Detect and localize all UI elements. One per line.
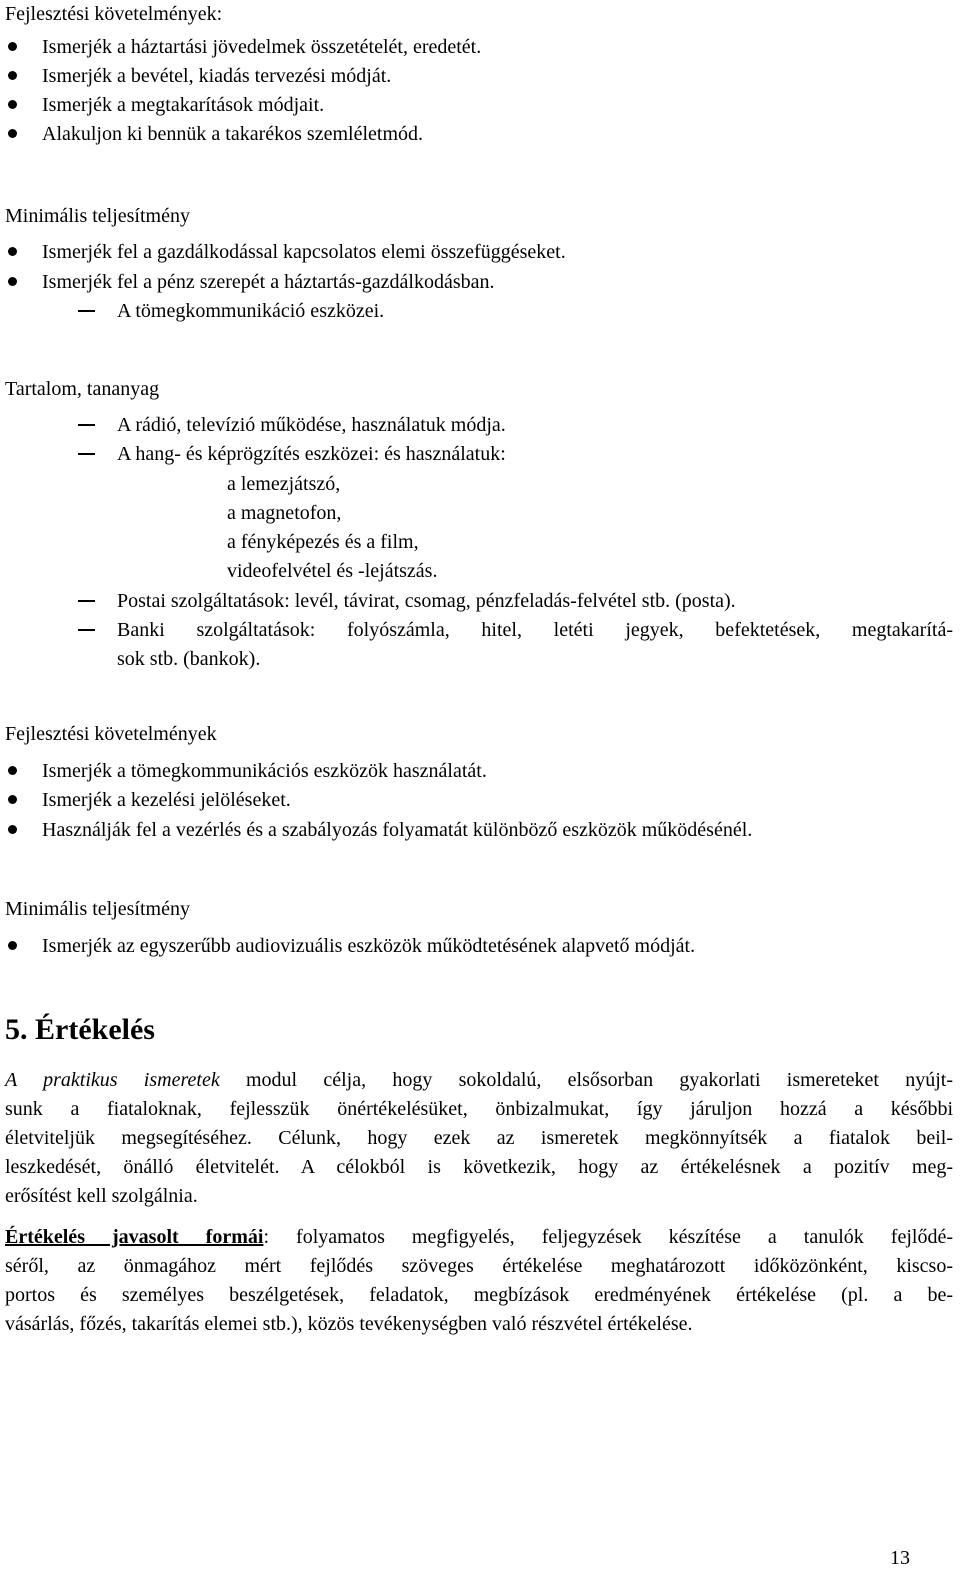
section-heading: Fejlesztési követelmények xyxy=(5,723,217,745)
section-heading: Tartalom, tananyag xyxy=(5,378,160,400)
paragraph-line: sunk a fiataloknak, fejlesszük önértékelésüket, önbizalmukat, így járuljon hozzá a későbbi xyxy=(5,1098,953,1120)
dash-icon xyxy=(78,453,95,455)
paragraph-line: séről, az önmagához mért fejlődés szöveges értékelése meghatározott időközönként, kiscso- xyxy=(5,1255,953,1277)
bullet-icon xyxy=(8,277,17,286)
paragraph-forms xyxy=(5,1223,953,1339)
paragraph-line: A praktikus ismeretek modul célja, hogy sokoldalú, elsősorban gyakorlati ismereteket nyújt- xyxy=(5,1069,953,1091)
bullet-icon xyxy=(8,766,17,775)
bullet-icon xyxy=(8,129,17,138)
dash-list-item: Postai szolgáltatások: levél, távirat, csomag, pénzfeladás-felvétel stb. (posta). xyxy=(0,589,960,613)
dash-icon xyxy=(78,424,95,426)
paragraph-line: erősítést kell szolgálnia. xyxy=(5,1185,198,1207)
paragraph-line: vásárlás, főzés, takarítás elemei stb.), közös tevékenységben való részvétel értékelése. xyxy=(5,1313,693,1335)
paragraph-line: leszkedését, önálló életvitelét. A célokból is következik, hogy az értékelésnek a pozitív meg- xyxy=(5,1156,953,1178)
bullet-icon xyxy=(8,941,17,950)
dash-list-item-continuation: sok stb. (bankok). xyxy=(117,648,261,670)
sub-list-item: a fényképezés és a film, xyxy=(227,531,419,553)
sub-list-item: videofelvétel és -lejátszás. xyxy=(227,560,438,582)
bold-lead: Értékelés javasolt formái xyxy=(5,1226,264,1248)
dash-icon xyxy=(78,600,95,602)
section-heading: Minimális teljesítmény xyxy=(5,898,190,920)
italic-lead: A praktikus ismeretek xyxy=(5,1069,220,1091)
paragraph-line: életviteljük megsegítéséhez. Célunk, hogy ezek az ismeretek megkönnyítsék a fiatalok beil- xyxy=(5,1127,953,1149)
bullet-icon xyxy=(8,247,17,256)
section-title: 5. Értékelés xyxy=(5,1013,155,1046)
dash-icon xyxy=(78,629,95,631)
paragraph-line: portos és személyes beszélgetések, feladatok, megbízások eredményének értékelése (pl. a be- xyxy=(5,1284,953,1306)
paragraph-purpose xyxy=(5,1066,953,1211)
bullet-icon xyxy=(8,100,17,109)
page-number: 13 xyxy=(890,1547,910,1569)
bullet-icon xyxy=(8,795,17,804)
dash-list-item: A rádió, televízió működése, használatuk módja. xyxy=(0,413,960,437)
sub-list-item: a magnetofon, xyxy=(227,502,342,524)
sub-list-item: a lemezjátszó, xyxy=(227,473,341,495)
document-page: Fejlesztési követelmények: Ismerjék a háztartási jövedelmek összetételét, eredetét. Ismerjék a bevétel, kiadás tervezési módját. Ismerjék a megtakarítások módjait. Alakuljon ki bennük a takarékos szemléletmód. Minimális teljesítmény Ismerjék fel a gazdálkodással kapcsolatos elemi összefüggéseket. Ismerjék fel a pénz szerepét a háztartás-gazdálkodásban. A tömegkommunikáció eszközei. Tartalom, tananyag A rádió, televízió működése, használatuk módja. A hang- és képrögzítés eszközei: és használatuk: a lemezjátszó, a magnetofon, a fényképezés és a film, videofelvétel és -lejátszás. Postai szolgáltatások: levél, távirat, csomag, pénzfeladás-felvétel stb. (posta). Banki szolgáltatások: folyószámla, hitel, letéti jegyek, befektetések, megtakarítá- sok stb. (bankok). Fejlesztési követelmények Ismerjék a tömegkommunikációs eszközök használatát. Ismerjék a kezelési jelöléseket. Használják fel a vezérlés és a szabályozás folyamatát különböző eszközök működésénél. Minimális teljesítmény Ismerjék az egyszerűbb audiovizuális eszközök működtetésének alapvető módját. 5. Értékelés A praktikus ismeretek modul célja, hogy sokoldalú, elsősorban gyakorlati ismereteket nyújt- sunk a fiataloknak, fejlesszük önértékelésüket, önbizalmukat, így járuljon hozzá a későbbi életviteljük megsegítéséhez. Célunk, hogy ezek az ismeretek megkönnyítsék a fiatalok beil- leszkedését, önálló életvitelét. A célokból is következik, hogy az értékelésnek a pozitív meg- erősítést kell szolgálnia. Értékelés javasolt formái: folyamatos megfigyelés, feljegyzések készítése a tanulók fejlődé- séről, az önmagához mért fejlődés szöveges értékelése meghatározott időközönként, kiscso- portos és személyes beszélgetések, feladatok, megbízások eredményének értékelése (pl. a be- vásárlás, főzés, takarítás elemei stb.), közös tevékenységben való részvétel értékelése. 13 xyxy=(0,0,960,1580)
bullet-icon xyxy=(8,825,17,834)
dash-list-item: A tömegkommunikáció eszközei. xyxy=(0,299,960,323)
bullet-icon xyxy=(8,42,17,51)
dash-icon xyxy=(78,310,95,312)
section-heading: Minimális teljesítmény xyxy=(5,205,190,227)
dash-list-item: Banki szolgáltatások: folyószámla, hitel, letéti jegyek, befektetések, megtakarítá- xyxy=(0,618,960,642)
dash-list-item: A hang- és képrögzítés eszközei: és használatuk: xyxy=(0,442,960,466)
paragraph-line: Értékelés javasolt formái: folyamatos megfigyelés, feljegyzések készítése a tanulók fejlődé- xyxy=(5,1226,953,1248)
section-heading: Fejlesztési követelmények: xyxy=(5,3,223,25)
bullet-icon xyxy=(8,71,17,80)
